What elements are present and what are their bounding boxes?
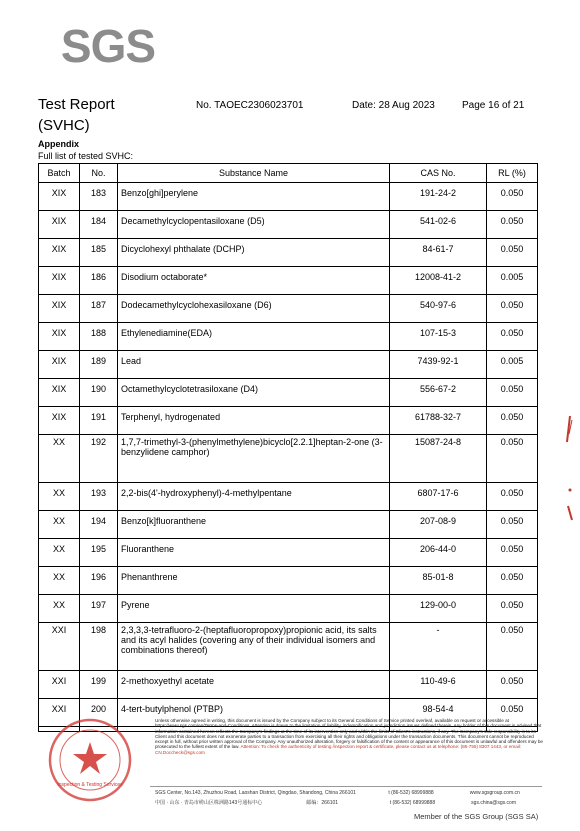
rl-cell: 0.050 — [487, 595, 538, 623]
number-cell: 189 — [80, 351, 118, 379]
batch-cell: XXI — [39, 623, 80, 671]
address-en: SGS Center, No.143, Zhuzhou Road, Laoshan District, Qingdao, Shandong, China 266101 — [155, 790, 356, 796]
table-row — [39, 623, 538, 671]
footer-divider — [150, 786, 542, 787]
table-row — [39, 183, 538, 211]
number-cell: 192 — [80, 435, 118, 483]
cas-cell: 15087-24-8 — [390, 435, 487, 483]
substance-name-cell: Fluoranthene — [118, 539, 390, 567]
substance-name-cell: Benzo[k]fluoranthene — [118, 511, 390, 539]
substance-name-cell: Dicyclohexyl phthalate (DCHP) — [118, 239, 390, 267]
substance-name-cell: Ethylenediamine(EDA) — [118, 323, 390, 351]
number-cell: 187 — [80, 295, 118, 323]
address-cn: 中国 · 山东 · 青岛市崂山区株洲路143号通标中心 — [155, 800, 263, 806]
table-row — [39, 267, 538, 295]
number-cell: 195 — [80, 539, 118, 567]
cas-cell: - — [390, 623, 487, 671]
cas-cell: 129-00-0 — [390, 595, 487, 623]
table-row — [39, 211, 538, 239]
cas-cell: 110-49-6 — [390, 671, 487, 699]
number-cell: 196 — [80, 567, 118, 595]
number-cell: 190 — [80, 379, 118, 407]
list-title: Full list of tested SVHC: — [38, 151, 134, 161]
substance-name-cell: Lead — [118, 351, 390, 379]
cas-cell: 541-02-6 — [390, 211, 487, 239]
table-row — [39, 323, 538, 351]
appendix-label: Appendix — [38, 139, 80, 149]
substance-name-cell: Decamethylcyclopentasiloxane (D5) — [118, 211, 390, 239]
substance-name-cell: Dodecamethylcyclohexasiloxane (D6) — [118, 295, 390, 323]
table-row — [39, 595, 538, 623]
batch-cell: XX — [39, 595, 80, 623]
cas-cell: 98-54-4 — [390, 699, 487, 727]
rl-cell: 0.050 — [487, 539, 538, 567]
substance-name-cell: Terphenyl, hydrogenated — [118, 407, 390, 435]
substance-name-cell: 2,2-bis(4'-hydroxyphenyl)-4-methylpentane — [118, 483, 390, 511]
batch-cell: XIX — [39, 211, 80, 239]
rl-cell: 0.050 — [487, 295, 538, 323]
batch-cell: XIX — [39, 323, 80, 351]
batch-cell: XIX — [39, 267, 80, 295]
table-row — [39, 239, 538, 267]
rl-cell: 0.050 — [487, 671, 538, 699]
batch-cell: XIX — [39, 407, 80, 435]
cas-cell: 84-61-7 — [390, 239, 487, 267]
batch-cell: XIX — [39, 239, 80, 267]
rl-cell: 0.050 — [487, 483, 538, 511]
footer-disclaimer — [155, 718, 545, 755]
number-cell: 184 — [80, 211, 118, 239]
table-row — [39, 407, 538, 435]
disclaimer-text: Unless otherwise agreed in writing, this document is issued by the Company subject to its General Conditions of Service printed overleaf, available on request or accessible at https://www.sgs.com/en/Terms-and-Conditions. Attention is drawn to the limitation of liability, indemnification and jurisdiction issues defined therein. Any holder of this document is advised that information contained hereon reflects the Company's findings at the time of its intervention only and within the limits of Client's instructions, if any. The Company's sole responsibility is to its Client and this document does not exonerate parties to a transaction from exercising all their rights and obligations under the transaction documents. This document cannot be reproduced except in full, without prior written approval of the Company. Any unauthorized alteration, forgery or falsification of the content or appearance of this document is unlawful and offenders may be prosecuted to the fullest extent of the law. — [155, 718, 543, 750]
batch-cell: XIX — [39, 183, 80, 211]
authenticity-notice: Attention: To check the authenticity of testing /inspection report & certificate, please contact us at telephone: (86-755) 8307 1443, or email: CN.Doccheck@sgs.com — [155, 744, 522, 755]
number-cell: 185 — [80, 239, 118, 267]
rl-cell: 0.050 — [487, 239, 538, 267]
number-cell: 198 — [80, 623, 118, 671]
svhc-table — [38, 163, 538, 732]
rl-cell: 0.050 — [487, 379, 538, 407]
substance-name-cell: 1,7,7-trimethyl-3-(phenylmethylene)bicyclo[2.2.1]heptan-2-one (3-benzylidene camphor) — [118, 435, 390, 483]
telephone-2: t (86-532) 68999888 — [389, 800, 436, 806]
cas-cell: 556-67-2 — [390, 379, 487, 407]
seal-fragment-icon — [564, 486, 576, 522]
inspection-stamp-icon — [46, 716, 134, 804]
table-row — [39, 295, 538, 323]
batch-cell: XIX — [39, 379, 80, 407]
stamp-label: Inspection & Testing Services — [57, 782, 123, 788]
postcode-cn: 邮编：266101 — [306, 800, 339, 806]
sgs-logo — [58, 18, 158, 68]
table-row — [39, 671, 538, 699]
batch-cell: XIX — [39, 295, 80, 323]
substance-name-cell: Pyrene — [118, 595, 390, 623]
rl-cell: 0.005 — [487, 267, 538, 295]
telephone-1: t (86-532) 68999888 — [388, 790, 434, 796]
cas-cell: 206-44-0 — [390, 539, 487, 567]
member-line: Member of the SGS Group (SGS SA) — [414, 812, 539, 821]
rl-cell: 0.050 — [487, 183, 538, 211]
cas-cell: 85-01-8 — [390, 567, 487, 595]
table-row — [39, 483, 538, 511]
rl-cell: 0.050 — [487, 435, 538, 483]
number-cell: 197 — [80, 595, 118, 623]
table-row — [39, 351, 538, 379]
page-number: Page 16 of 21 — [462, 100, 525, 111]
rl-cell: 0.050 — [487, 323, 538, 351]
number-cell: 194 — [80, 511, 118, 539]
table-header-row — [39, 164, 538, 183]
number-cell: 193 — [80, 483, 118, 511]
footer-address — [155, 790, 545, 806]
cas-cell: 7439-92-1 — [390, 351, 487, 379]
substance-name-cell: 2-methoxyethyl acetate — [118, 671, 390, 699]
table-row — [39, 567, 538, 595]
batch-cell: XXI — [39, 671, 80, 699]
col-cas: CAS No. — [390, 164, 487, 183]
substance-name-cell: 4-tert-butylphenol (PTBP) — [118, 699, 390, 727]
table-row — [39, 435, 538, 483]
seal-fragment-icon — [564, 414, 576, 444]
batch-cell: XX — [39, 567, 80, 595]
batch-cell: XXI — [39, 699, 80, 727]
email: sgs.china@sgs.com — [471, 800, 516, 806]
number-cell: 199 — [80, 671, 118, 699]
rl-cell: 0.050 — [487, 699, 538, 727]
col-substance: Substance Name — [118, 164, 390, 183]
number-cell: 200 — [80, 699, 118, 727]
report-subtitle: (SVHC) — [38, 117, 90, 134]
batch-cell: XX — [39, 435, 80, 483]
cas-cell: 6807-17-6 — [390, 483, 487, 511]
logo-text: SGS — [60, 20, 156, 68]
substance-name-cell: Octamethylcyclotetrasiloxane (D4) — [118, 379, 390, 407]
rl-cell: 0.005 — [487, 351, 538, 379]
batch-cell: XX — [39, 511, 80, 539]
substance-name-cell: 2,3,3,3-tetrafluoro-2-(heptafluoropropoxy)propionic acid, its salts and its acyl halides (covering any of their individual isomers and combinations thereof) — [118, 623, 390, 671]
cas-cell: 61788-32-7 — [390, 407, 487, 435]
col-batch: Batch — [39, 164, 80, 183]
cas-cell: 12008-41-2 — [390, 267, 487, 295]
number-cell: 183 — [80, 183, 118, 211]
col-rl: RL (%) — [487, 164, 538, 183]
substance-name-cell: Phenanthrene — [118, 567, 390, 595]
cas-cell: 191-24-2 — [390, 183, 487, 211]
number-cell: 186 — [80, 267, 118, 295]
cas-cell: 207-08-9 — [390, 511, 487, 539]
rl-cell: 0.050 — [487, 211, 538, 239]
table-row — [39, 539, 538, 567]
number-cell: 188 — [80, 323, 118, 351]
report-date: Date: 28 Aug 2023 — [352, 100, 435, 111]
cas-cell: 107-15-3 — [390, 323, 487, 351]
batch-cell: XX — [39, 483, 80, 511]
col-no: No. — [80, 164, 118, 183]
batch-cell: XIX — [39, 351, 80, 379]
rl-cell: 0.050 — [487, 511, 538, 539]
report-title: Test Report — [38, 96, 115, 113]
rl-cell: 0.050 — [487, 623, 538, 671]
number-cell: 191 — [80, 407, 118, 435]
table-row — [39, 511, 538, 539]
batch-cell: XX — [39, 539, 80, 567]
website: www.sgsgroup.com.cn — [469, 790, 520, 796]
rl-cell: 0.050 — [487, 567, 538, 595]
substance-name-cell: Benzo[ghi]perylene — [118, 183, 390, 211]
cas-cell: 540-97-6 — [390, 295, 487, 323]
table-row — [39, 379, 538, 407]
report-number: No. TAOEC2306023701 — [196, 100, 304, 111]
rl-cell: 0.050 — [487, 407, 538, 435]
substance-name-cell: Disodium octaborate* — [118, 267, 390, 295]
